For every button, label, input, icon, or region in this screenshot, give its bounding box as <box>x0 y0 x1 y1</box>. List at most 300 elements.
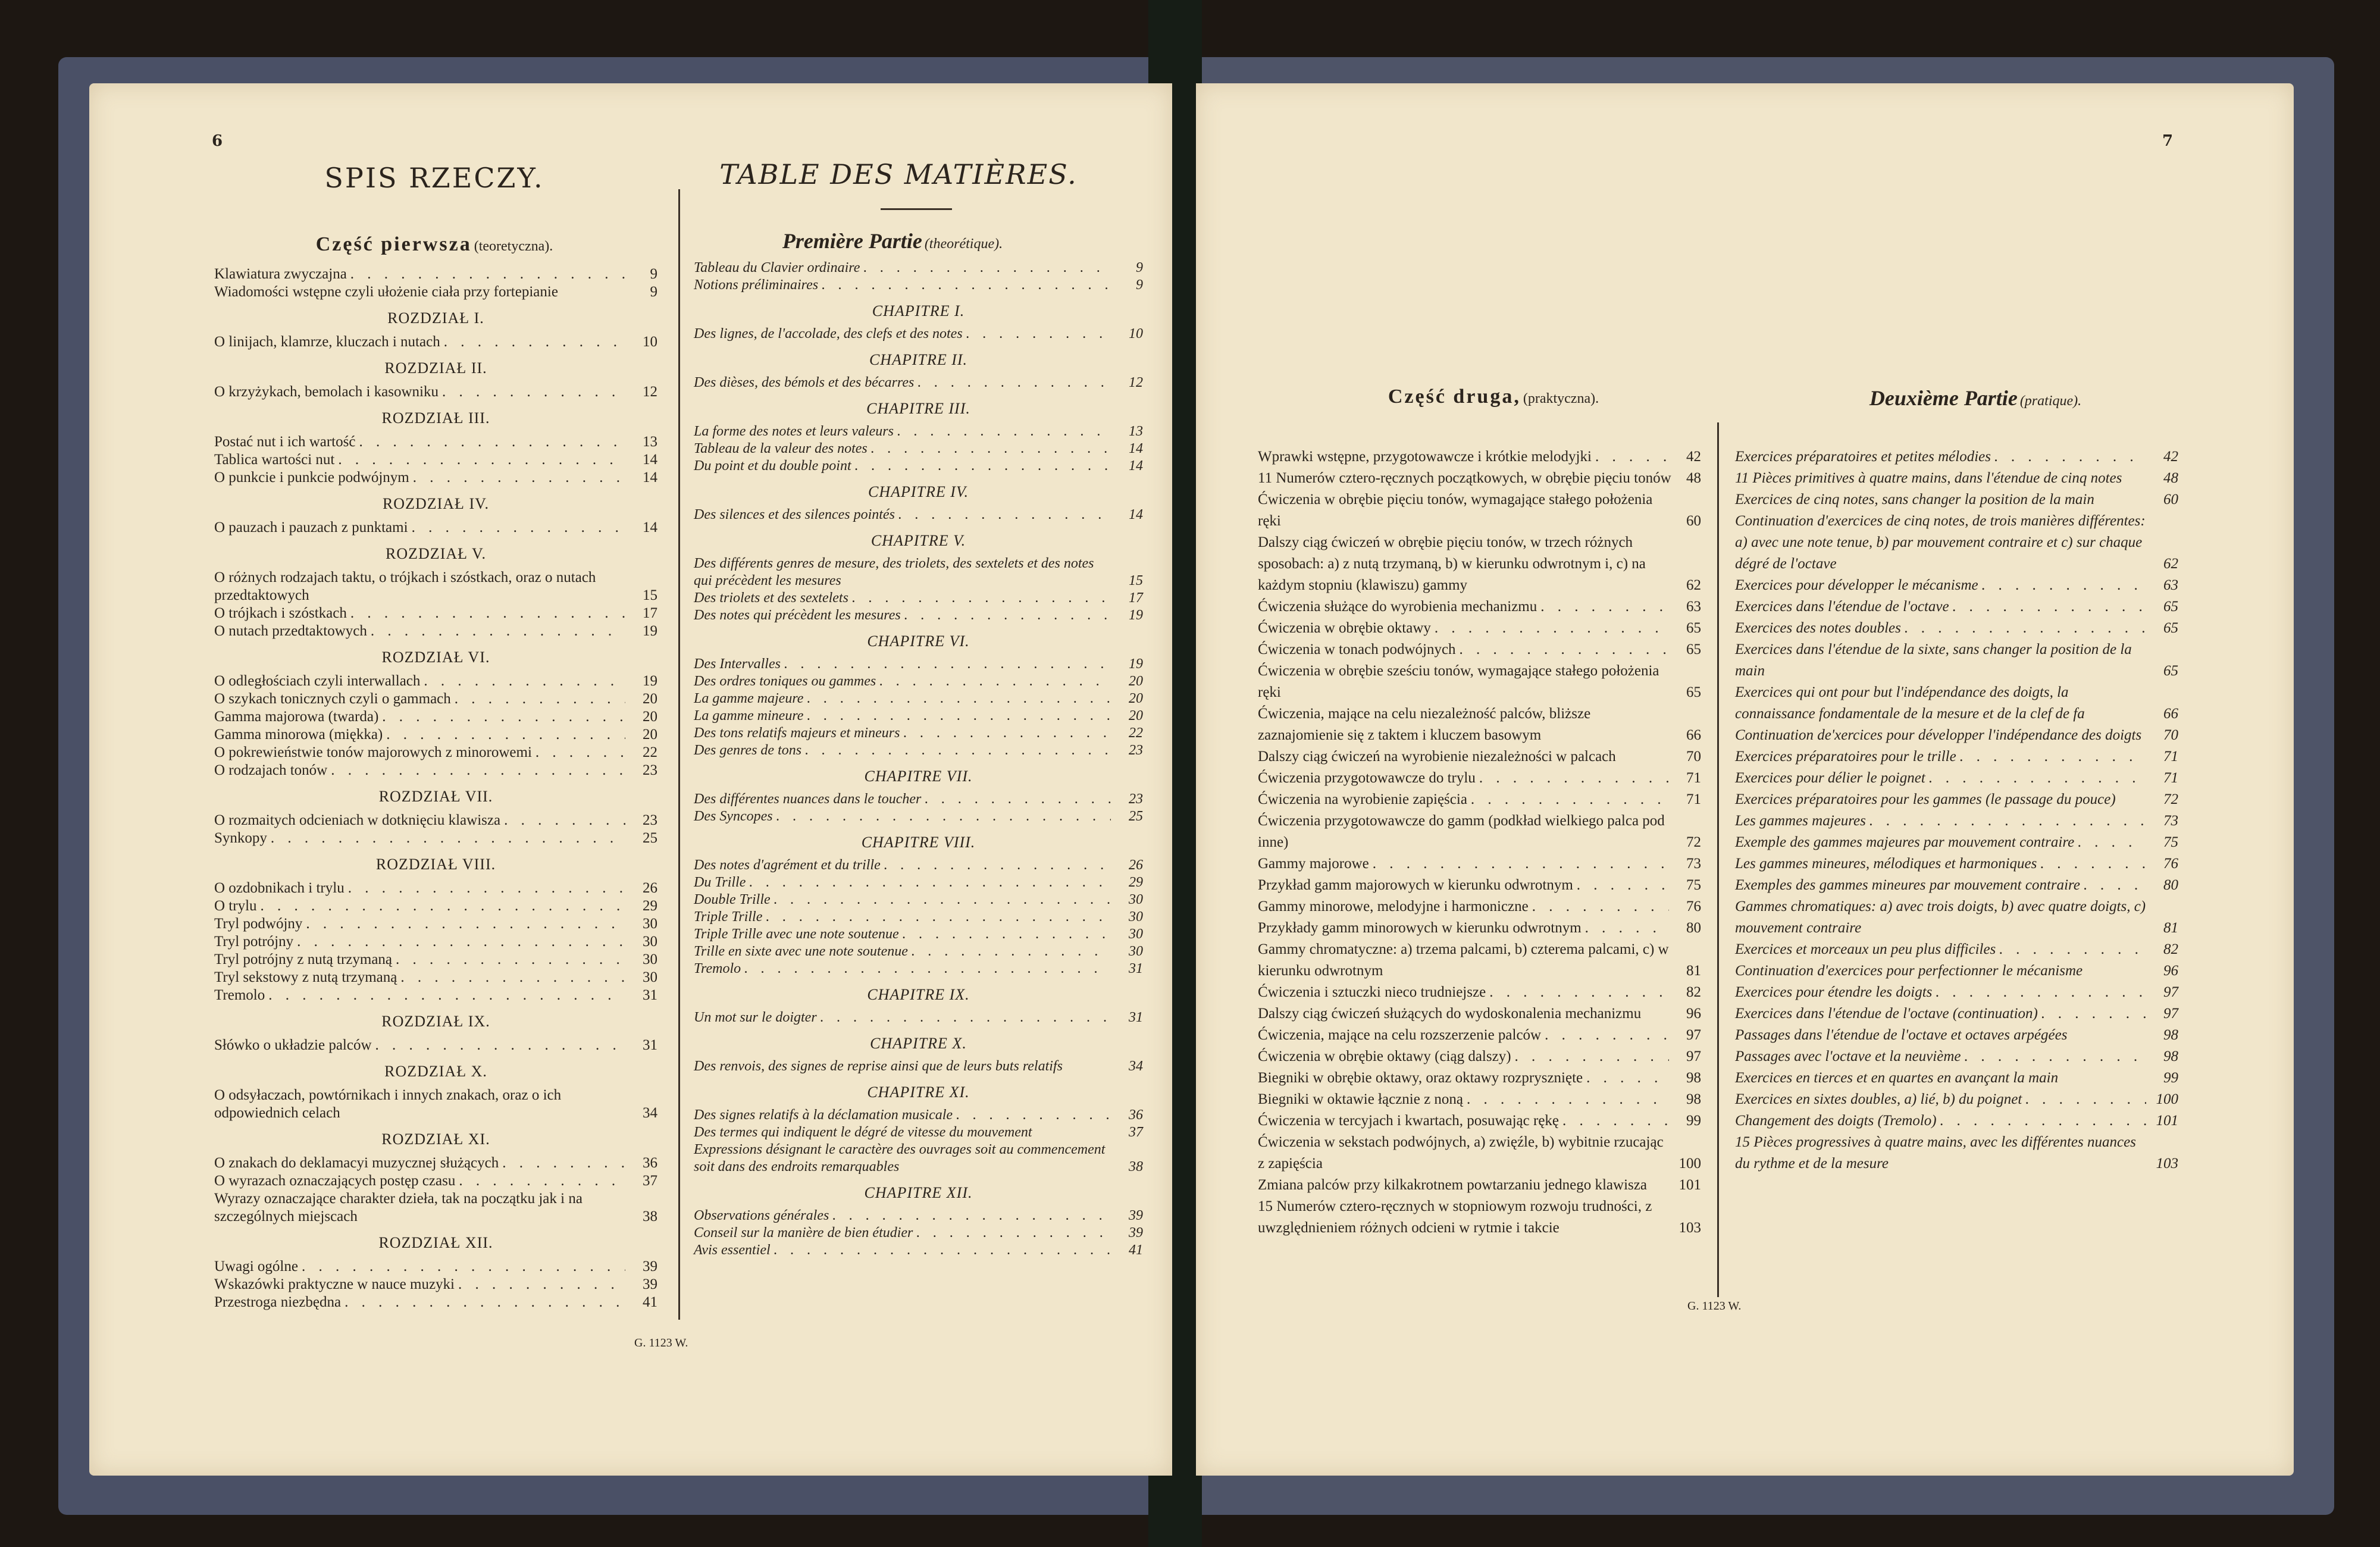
toc-entry-title: Słówko o układzie palców <box>214 1037 372 1053</box>
toc-entry-title: 11 Pièces primitives à quatre mains, dans l'étendue de cinq notes <box>1735 470 2122 486</box>
toc-entry-title: Dalszy ciąg ćwiczeń w obrębie pięciu tonów, w trzech różnych sposobach: a) z nutą trzymaną, b) w kierunku odwrotnym i, c) na każdym stopniu (klawiszu) gammy <box>1258 534 1646 593</box>
toc-entry-title: 15 Pièces progressives à quatre mains, avec les différentes nuances du rythme et de la mesure <box>1735 1134 2136 1172</box>
dot-leader <box>458 1276 625 1294</box>
toc-entry-page: 76 <box>1686 898 1701 915</box>
toc-entry-title: Gamma minorowa (miękka) <box>214 726 383 743</box>
chapter-heading: CHAPITRE VII. <box>864 768 973 785</box>
dot-leader <box>1869 810 2146 832</box>
dot-leader <box>852 590 1111 607</box>
dot-leader <box>904 607 1111 624</box>
toc-entry <box>214 969 657 987</box>
chapter-heading: ROZDZIAŁ III. <box>381 409 490 427</box>
toc-entry-title: Conseil sur la manière de bien étudier <box>694 1225 913 1241</box>
toc-entry-title: 11 Numerów cztero-ręcznych początkowych, w obrębie pięciu tonów <box>1258 470 1671 486</box>
toc-entry-title: Przestroga niezbędna <box>214 1294 342 1310</box>
toc-entry <box>1735 596 2178 618</box>
toc-entry-page: 19 <box>643 623 657 639</box>
toc-entry-title: Zmiana palców przy kilkakrotnem powtarzaniu jednego klawisza <box>1258 1177 1647 1193</box>
dot-leader <box>912 943 1111 960</box>
toc-entry-title: Des termes qui indiquent le dégré de vitesse du mouvement <box>694 1125 1032 1140</box>
polish-part-title: Część pierwsza <box>315 233 472 255</box>
toc-entry-title: O rozmaitych odcieniach w dotknięciu klawisza <box>214 812 501 828</box>
toc-entry-page: 73 <box>2163 813 2178 829</box>
toc-entry <box>1258 853 1701 875</box>
dot-leader <box>966 325 1111 343</box>
toc-entry-page: 9 <box>650 266 657 282</box>
dot-leader <box>504 812 625 829</box>
dot-leader <box>774 891 1111 909</box>
toc-entry-page: 62 <box>1686 577 1701 593</box>
right-page-number: 7 <box>2162 132 2174 150</box>
dot-leader <box>863 259 1111 277</box>
dot-leader <box>2040 853 2146 875</box>
dot-leader <box>1905 618 2146 639</box>
toc-entry <box>694 857 1143 874</box>
toc-entry-page: 30 <box>643 934 657 950</box>
toc-entry <box>1735 1046 2178 1067</box>
dot-leader <box>807 690 1111 707</box>
toc-entry-page: 63 <box>1686 599 1701 615</box>
toc-entry <box>1735 832 2178 853</box>
toc-entry-title: O szykach tonicznych czyli o gammach <box>214 691 451 707</box>
toc-entry-title: Exercices et morceaux un peu plus difficiles <box>1735 941 1996 957</box>
toc-entry <box>1735 1089 2178 1110</box>
toc-entry-title: Dalszy ciąg ćwiczeń służących do wydoskonalenia mechanizmu <box>1258 1006 1642 1022</box>
dot-leader <box>822 277 1111 294</box>
toc-entry-page: 100 <box>2156 1091 2178 1107</box>
toc-entry-page: 72 <box>2163 791 2178 807</box>
toc-entry-page: 98 <box>2163 1048 2178 1064</box>
toc-entry-title: O pauzach i pauzach z punktami <box>214 519 408 536</box>
toc-entry-page: 98 <box>2163 1027 2178 1043</box>
toc-entry-page: 20 <box>643 709 657 725</box>
toc-entry-page: 100 <box>1678 1155 1701 1172</box>
toc-entry-title: Klawiatura zwyczajna <box>214 266 347 282</box>
toc-entry-title: Des signes relatifs à la déclamation musicale <box>694 1107 953 1123</box>
toc-entry-page: 10 <box>1129 326 1143 342</box>
toc-entry-title: Passages dans l'étendue de l'octave et octaves arpégées <box>1735 1027 2068 1043</box>
toc-entry-title: O różnych rodzajach taktu, o trójkach i szóstkach, oraz o nutach przedtaktowych <box>214 569 596 603</box>
toc-entry-page: 65 <box>2163 620 2178 636</box>
toc-entry-title: Wskazówki praktyczne w nauce muzyki <box>214 1276 455 1292</box>
toc-entry <box>1258 746 1701 768</box>
dot-leader <box>271 829 625 847</box>
toc-entry-page: 65 <box>2163 663 2178 679</box>
toc-entry-page: 30 <box>643 916 657 932</box>
toc-entry <box>1258 532 1701 596</box>
toc-entry <box>1258 660 1701 703</box>
dot-leader <box>1562 1110 1669 1132</box>
toc-entry-title: Synkopy <box>214 830 267 846</box>
toc-entry <box>694 506 1143 524</box>
toc-entry <box>694 891 1143 909</box>
toc-entry <box>1258 810 1701 853</box>
toc-entry-title: O trylu <box>214 898 257 914</box>
toc-entry-title: Przykłady gamm minorowych w kierunku odwrotnym <box>1258 920 1582 936</box>
dot-leader <box>871 440 1111 458</box>
toc-entry <box>214 1036 657 1054</box>
toc-entry-title: Des différents genres de mesure, des triolets, des sextelets et des notes qui précèdent les mesures <box>694 556 1094 588</box>
dot-leader <box>1467 1089 1669 1110</box>
toc-entry-title: Les gammes majeures <box>1735 813 1866 829</box>
polish-part2-heading <box>1261 386 1726 408</box>
toc-entry-page: 80 <box>2163 877 2178 893</box>
toc-entry <box>1735 1110 2178 1132</box>
toc-entry-title: O wyrazach oznaczających postęp czasu <box>214 1173 456 1189</box>
dot-leader <box>1929 768 2146 789</box>
toc-entry-page: 12 <box>643 384 657 400</box>
toc-entry-title: Ćwiczenia w tercyjach i kwartach, posuwając rękę <box>1258 1113 1559 1129</box>
toc-entry-page: 63 <box>2163 577 2178 593</box>
dot-leader <box>884 857 1111 874</box>
toc-entry-title: Uwagi ogólne <box>214 1258 298 1274</box>
toc-entry-title: Ćwiczenia w sekstach podwójnych, a) zwięźle, b) wybitnie rzucając z zapięścia <box>1258 1134 1664 1172</box>
dot-leader <box>359 433 625 451</box>
dot-leader <box>1577 875 1669 896</box>
toc-entry-title: Continuation d'exercices pour perfectionner le mécanisme <box>1735 963 2083 979</box>
dot-leader <box>1435 618 1669 639</box>
toc-entry-page: 13 <box>643 434 657 450</box>
toc-entry <box>694 555 1143 590</box>
toc-entry-page: 82 <box>1686 984 1701 1000</box>
toc-entry-title: Des notes d'agrément et du trille <box>694 857 881 873</box>
toc-entry <box>1258 1110 1701 1132</box>
toc-entry-title: Tryl podwójny <box>214 916 303 932</box>
toc-entry-page: 39 <box>643 1276 657 1292</box>
dot-leader <box>444 333 625 351</box>
toc-entry <box>694 458 1143 475</box>
toc-entry <box>694 1242 1143 1259</box>
toc-entry-title: Ćwiczenia w obrębie pięciu tonów, wymagające stałego położenia ręki <box>1258 491 1653 529</box>
toc-entry-title: Des renvois, des signes de reprise ainsi que de leurs buts relatifs <box>694 1059 1063 1074</box>
left-page-number: 6 <box>212 132 223 150</box>
toc-entry <box>214 265 657 283</box>
toc-entry <box>1735 511 2178 575</box>
toc-entry <box>1735 446 2178 468</box>
toc-entry-page: 29 <box>1129 875 1143 890</box>
chapter-heading: CHAPITRE III. <box>866 400 970 417</box>
dot-leader <box>1994 446 2146 468</box>
toc-entry <box>694 259 1143 277</box>
dot-leader <box>302 1258 625 1276</box>
toc-entry-page: 60 <box>1686 513 1701 529</box>
toc-entry-page: 20 <box>1129 708 1143 724</box>
toc-entry <box>1735 875 2178 896</box>
toc-entry <box>1735 746 2178 768</box>
toc-entry <box>694 808 1143 825</box>
dot-leader <box>424 672 625 690</box>
french-part-heading <box>690 228 1095 253</box>
toc-entry-title: Gammy chromatyczne: a) trzema palcami, b) czterema palcami, c) w kierunku odwrotnym <box>1258 941 1669 979</box>
toc-entry-page: 13 <box>1129 424 1143 439</box>
dot-leader <box>1940 1110 2146 1132</box>
toc-entry-title: Des dièses, des bémols et des bécarres <box>694 375 915 390</box>
toc-entry <box>214 622 657 640</box>
toc-entry <box>1735 639 2178 682</box>
toc-entry-page: 101 <box>2156 1113 2178 1129</box>
toc-entry <box>694 943 1143 960</box>
dot-leader <box>903 725 1111 742</box>
toc-entry-page: 75 <box>2163 834 2178 850</box>
toc-entry-title: Tryl potrójny <box>214 934 294 950</box>
polish-toc-part2 <box>1258 446 1701 1239</box>
toc-entry-page: 30 <box>1129 892 1143 907</box>
polish-part-heading <box>220 233 649 256</box>
toc-entry-title: Des genres de tons <box>694 743 802 758</box>
toc-entry <box>1258 618 1701 639</box>
toc-entry <box>1735 1067 2178 1089</box>
toc-entry <box>1258 703 1701 746</box>
french-part-sub: (theorétique). <box>924 236 1003 252</box>
dot-leader <box>502 1154 625 1172</box>
toc-entry-page: 48 <box>2163 470 2178 486</box>
dot-leader <box>903 926 1111 943</box>
left-column-divider <box>678 189 680 1320</box>
toc-entry-page: 19 <box>1129 656 1143 672</box>
toc-entry-title: Gamma majorowa (twarda) <box>214 709 379 725</box>
toc-entry <box>1258 875 1701 896</box>
toc-entry <box>694 607 1143 624</box>
toc-entry <box>694 690 1143 707</box>
toc-entry-page: 80 <box>1686 920 1701 936</box>
toc-entry-title: Wprawki wstępne, przygotowawcze i krótkie melodyjki <box>1258 449 1592 465</box>
toc-entry-page: 36 <box>643 1155 657 1171</box>
toc-entry-page: 48 <box>1686 470 1701 486</box>
toc-entry-page: 9 <box>1136 260 1143 275</box>
toc-entry-title: Przykład gamm majorowych w kierunku odwrotnym <box>1258 877 1573 893</box>
dot-leader <box>879 673 1111 690</box>
toc-entry <box>694 423 1143 440</box>
toc-entry-title: Passages avec l'octave et la neuvième <box>1735 1048 1961 1064</box>
toc-entry-page: 36 <box>1129 1107 1143 1123</box>
dot-leader <box>956 1107 1111 1124</box>
toc-entry-title: O linijach, klamrze, kluczach i nutach <box>214 334 440 350</box>
chapter-heading: ROZDZIAŁ XI. <box>381 1130 490 1148</box>
toc-entry <box>214 1276 657 1294</box>
toc-entry-title: Exercices dans l'étendue de l'octave (continuation) <box>1735 1006 2038 1022</box>
toc-entry <box>694 656 1143 673</box>
dot-leader <box>807 707 1111 725</box>
toc-entry-page: 31 <box>1129 961 1143 976</box>
toc-entry <box>1735 489 2178 511</box>
toc-entry-title: Des triolets et des sextelets <box>694 590 848 606</box>
toc-entry-page: 10 <box>643 334 657 350</box>
toc-entry-title: Exercices en tierces et en quartes en avançant la main <box>1735 1070 2059 1086</box>
french-part2-sub: (pratique). <box>2019 393 2082 409</box>
toc-entry-title: O punkcie i punkcie podwójnym <box>214 469 409 486</box>
toc-entry-page: 37 <box>643 1173 657 1189</box>
toc-entry-page: 22 <box>643 744 657 760</box>
chapter-heading: ROZDZIAŁ XII. <box>378 1234 493 1251</box>
dot-leader <box>832 1207 1111 1225</box>
toc-entry-title: Exercices dans l'étendue de la sixte, sans changer la position de la main <box>1735 641 2132 679</box>
dot-leader <box>774 1242 1111 1259</box>
toc-entry-title: Tryl potrójny z nutą trzymaną <box>214 951 393 967</box>
toc-entry <box>214 879 657 897</box>
toc-entry <box>694 440 1143 458</box>
toc-entry-title: Exercices préparatoires pour le trille <box>1735 749 1956 765</box>
chapter-heading: CHAPITRE XI. <box>867 1083 970 1101</box>
dot-leader <box>400 969 625 987</box>
dot-leader <box>744 960 1111 978</box>
toc-entry-title: Ćwiczenia przygotowawcze do gamm (podkład wielkiego palca pod inne) <box>1258 813 1665 850</box>
toc-entry-page: 81 <box>2163 920 2178 936</box>
dot-leader <box>1471 789 1669 810</box>
toc-entry-page: 39 <box>1129 1208 1143 1223</box>
dot-leader <box>536 744 625 762</box>
chapter-heading: ROZDZIAŁ VII. <box>378 788 493 805</box>
toc-entry <box>214 708 657 726</box>
toc-entry-title: Tableau du Clavier ordinaire <box>694 260 860 275</box>
toc-entry-page: 71 <box>1686 770 1701 786</box>
toc-entry-title: Exemple des gammes majeures par mouvement contraire <box>1735 834 2075 850</box>
toc-entry-page: 15 <box>1129 573 1143 588</box>
polish-title: SPIS RZECZY. <box>324 162 544 194</box>
toc-entry-title: O znakach do deklamacyi muzycznej służących <box>214 1155 499 1171</box>
dot-leader <box>1999 939 2146 960</box>
dot-leader <box>2084 875 2146 896</box>
dot-leader <box>1936 982 2146 1003</box>
toc-entry-page: 12 <box>1129 375 1143 390</box>
toc-entry <box>694 374 1143 392</box>
toc-entry-page: 62 <box>2163 556 2178 572</box>
toc-entry-page: 9 <box>1136 277 1143 293</box>
toc-entry-page: 60 <box>2163 491 2178 508</box>
toc-entry <box>694 909 1143 926</box>
toc-entry-page: 14 <box>643 519 657 536</box>
toc-entry <box>1735 789 2178 810</box>
toc-entry-page: 17 <box>1129 590 1143 606</box>
toc-entry-page: 71 <box>1686 791 1701 807</box>
toc-entry-title: Avis essentiel <box>694 1242 771 1258</box>
chapter-heading: CHAPITRE XII. <box>864 1184 973 1201</box>
toc-entry <box>694 791 1143 808</box>
toc-entry-page: 38 <box>1129 1159 1143 1175</box>
toc-entry <box>214 1154 657 1172</box>
toc-entry-title: Biegniki w oktawie łącznie z noną <box>1258 1091 1464 1107</box>
toc-entry-page: 22 <box>1129 725 1143 741</box>
toc-entry <box>1258 468 1701 489</box>
toc-entry-title: Expressions désignant le caractère des ouvrages soit au commencement soit dans des endroits remarquables <box>694 1142 1106 1175</box>
toc-entry <box>694 926 1143 943</box>
toc-entry-page: 65 <box>1686 641 1701 657</box>
chapter-heading: ROZDZIAŁ VIII. <box>375 856 496 873</box>
dot-leader <box>749 874 1111 891</box>
toc-entry-page: 39 <box>1129 1225 1143 1241</box>
toc-entry-page: 19 <box>643 673 657 689</box>
toc-entry <box>694 1225 1143 1242</box>
toc-entry-page: 101 <box>1678 1177 1701 1193</box>
toc-entry <box>214 951 657 969</box>
toc-entry-title: Tablica wartości nut <box>214 452 335 468</box>
toc-entry <box>1735 768 2178 789</box>
polish-part2-sub: (praktyczna). <box>1523 391 1599 406</box>
toc-entry <box>214 333 657 351</box>
toc-entry <box>1258 446 1701 468</box>
toc-entry-page: 29 <box>643 898 657 914</box>
toc-entry <box>1735 1003 2178 1025</box>
toc-entry-page: 14 <box>643 452 657 468</box>
toc-entry-title: O pokrewieństwie tonów majorowych z minorowemi <box>214 744 532 760</box>
toc-entry-title: Exercices pour développer le mécanisme <box>1735 577 1978 593</box>
toc-entry-page: 20 <box>643 726 657 743</box>
dot-leader <box>412 519 625 537</box>
toc-entry-title: Triple Trille <box>694 909 763 925</box>
toc-entry-title: 15 Numerów cztero-ręcznych w stopniowym rozwoju trudności, z uwzględnieniem różnych odcieni w rytmie i takcie <box>1258 1198 1652 1236</box>
toc-entry-title: O krzyżykach, bemolach i kasowniku <box>214 384 439 400</box>
toc-entry-title: Tryl sekstowy z nutą trzymaną <box>214 969 397 985</box>
toc-entry-title: Exercices qui ont pour but l'indépendance des doigts, la connaissance fondamentale de la mesure et de la clef de fa <box>1735 684 2085 722</box>
toc-entry-page: 41 <box>643 1294 657 1310</box>
toc-entry <box>214 987 657 1004</box>
toc-entry-page: 41 <box>1129 1242 1143 1258</box>
toc-entry-title: Tremolo <box>694 961 741 976</box>
toc-entry <box>214 1086 657 1122</box>
toc-entry-page: 23 <box>1129 791 1143 807</box>
dot-leader <box>268 987 625 1004</box>
toc-entry <box>1735 725 2178 746</box>
toc-entry-title: Gammes chromatiques: a) avec trois doigts, b) avec quatre doigts, c) mouvement contraire <box>1735 898 2146 936</box>
toc-entry-page: 98 <box>1686 1091 1701 1107</box>
dot-leader <box>371 622 625 640</box>
toc-entry <box>1735 1132 2178 1175</box>
dot-leader <box>1460 639 1669 660</box>
toc-entry-title: Triple Trille avec une note soutenue <box>694 926 899 942</box>
dot-leader <box>784 656 1111 673</box>
left-footer: G. 1123 W. <box>634 1336 688 1349</box>
dot-leader <box>917 374 1111 392</box>
toc-entry <box>1735 896 2178 939</box>
toc-entry-page: 30 <box>1129 909 1143 925</box>
chapter-heading: CHAPITRE IV. <box>868 483 969 500</box>
dot-leader <box>1953 596 2146 618</box>
toc-entry <box>694 1009 1143 1026</box>
toc-entry-title: Des tons relatifs majeurs et mineurs <box>694 725 900 741</box>
toc-entry-page: 97 <box>2163 1006 2178 1022</box>
toc-entry <box>214 451 657 469</box>
toc-entry <box>1258 982 1701 1003</box>
toc-entry-page: 26 <box>1129 857 1143 873</box>
toc-entry <box>1258 1196 1701 1239</box>
dot-leader <box>375 1036 625 1054</box>
toc-entry-title: Un mot sur le doigter <box>694 1010 817 1025</box>
toc-entry <box>214 744 657 762</box>
toc-entry <box>1258 1175 1701 1196</box>
toc-entry-page: 31 <box>643 987 657 1003</box>
toc-entry-title: Exercices des notes doubles <box>1735 620 1901 636</box>
toc-entry-title: Observations générales <box>694 1208 829 1223</box>
toc-entry-title: Des différentes nuances dans le toucher <box>694 791 922 807</box>
dot-leader <box>386 726 625 744</box>
toc-entry-title: Wiadomości wstępne czyli ułożenie ciała przy fortepianie <box>214 284 558 300</box>
chapter-heading: CHAPITRE VIII. <box>861 834 976 851</box>
toc-entry <box>1258 596 1701 618</box>
toc-entry <box>214 933 657 951</box>
toc-entry <box>214 829 657 847</box>
toc-entry <box>1735 810 2178 832</box>
toc-entry-title: Trille en sixte avec une note soutenue <box>694 944 908 959</box>
right-column-divider <box>1717 422 1719 1297</box>
dot-leader <box>855 458 1111 475</box>
french-part2-title: Deuxième Partie <box>1869 386 2018 410</box>
toc-entry <box>214 915 657 933</box>
toc-entry-title: Ćwiczenia w obrębie oktawy (ciąg dalszy) <box>1258 1048 1511 1064</box>
dot-leader <box>350 605 625 622</box>
toc-entry <box>214 469 657 487</box>
toc-entry-page: 34 <box>1129 1059 1143 1074</box>
toc-entry <box>1735 939 2178 960</box>
toc-entry-title: Des ordres toniques ou gammes <box>694 674 876 689</box>
